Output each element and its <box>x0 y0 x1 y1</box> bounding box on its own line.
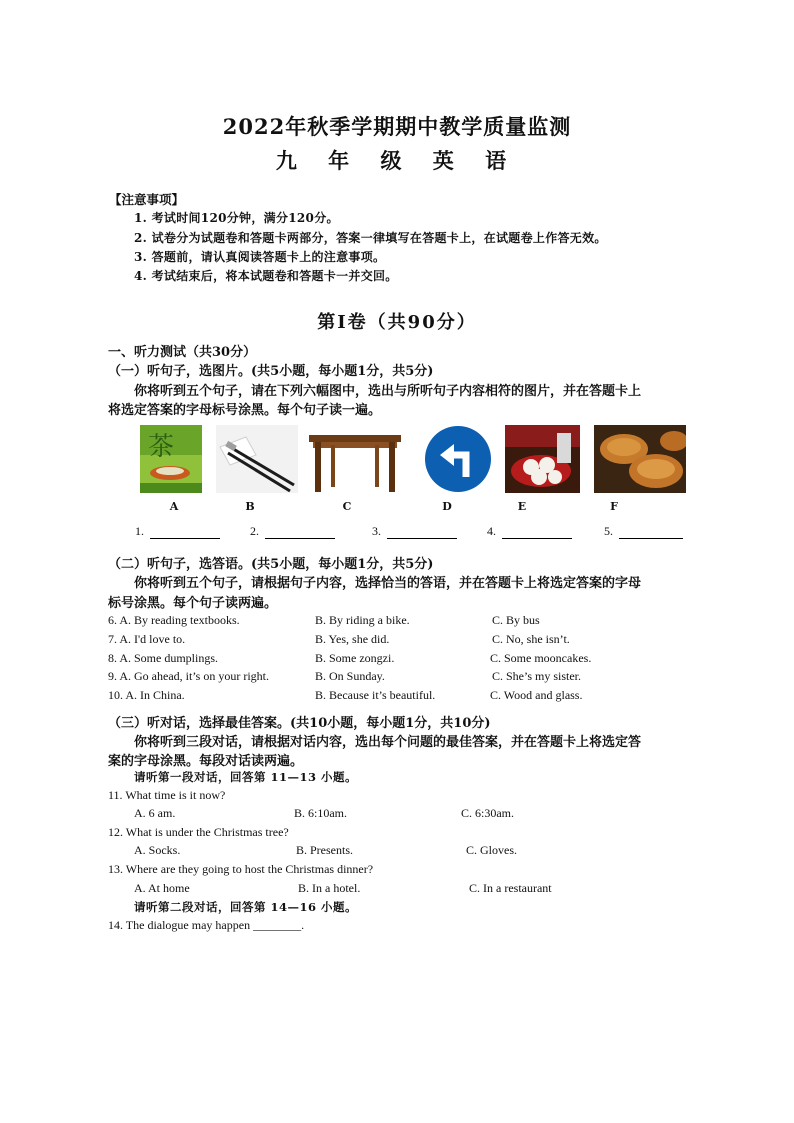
picture-label: E <box>517 500 527 513</box>
option-b: B. Because it’s beautiful. <box>315 688 436 702</box>
notice-item: 3. 答题前，请认真阅读答题卡上的注意事项。 <box>134 250 386 264</box>
chopsticks-picture <box>216 425 298 493</box>
answer-blank[interactable] <box>604 524 683 539</box>
option-a: A. 6 am. <box>134 806 176 820</box>
option-b: B. Presents. <box>296 843 353 857</box>
option-b: B. In a hotel. <box>298 881 361 895</box>
notice-heading: 【注意事项】 <box>109 192 185 207</box>
option-a: 10. A. In China. <box>108 688 185 702</box>
svg-text:茶: 茶 <box>148 432 175 462</box>
option-c: C. Some mooncakes. <box>490 651 592 665</box>
option-b: B. Some zongzi. <box>315 651 395 665</box>
part2-instruction: 标号涂黑。每个句子读两遍。 <box>108 596 278 611</box>
blank-line <box>265 526 335 539</box>
option-c: C. 6:30am. <box>461 806 514 820</box>
tangyuan-picture <box>505 425 580 493</box>
blank-number: 4. <box>487 524 496 538</box>
blank-line <box>502 526 572 539</box>
option-a: 6. A. By reading textbooks. <box>108 613 240 627</box>
exam-title: 2022年秋季学期期中教学质量监测 <box>222 114 572 139</box>
section-heading: 一、听力测试（共30分） <box>108 345 257 360</box>
turn-left-sign-picture <box>418 425 498 493</box>
exam-subtitle: 九 年 级 英 语 <box>275 148 519 173</box>
picture-label: B <box>245 500 255 513</box>
notice-item: 4. 考试结束后，将本试题卷和答题卡一并交回。 <box>134 269 398 283</box>
dialogue-note: 请听第一段对话，回答第 11—13 小题。 <box>134 770 358 784</box>
picture-label: C <box>342 500 352 513</box>
picture-label: F <box>610 500 618 513</box>
option-b: B. On Sunday. <box>315 669 385 683</box>
question-stem: 14. The dialogue may happen ________. <box>108 918 305 932</box>
option-b: B. Yes, she did. <box>315 632 390 646</box>
blank-number: 3. <box>372 524 381 538</box>
part1-instruction: 将选定答案的字母标号涂黑。每个句子读一遍。 <box>108 403 382 418</box>
answer-blank[interactable] <box>487 524 572 539</box>
question-stem: 12. What is under the Christmas tree? <box>108 825 289 839</box>
part1-instruction: 你将听到五个句子，请在下列六幅图中，选出与所听句子内容相符的图片，并在答题卡上 <box>134 384 642 399</box>
option-a: A. At home <box>134 881 190 895</box>
blank-line <box>150 526 220 539</box>
option-c: C. Wood and glass. <box>490 688 583 702</box>
option-c: C. No, she isn’t. <box>492 632 570 646</box>
option-b: B. 6:10am. <box>294 806 347 820</box>
question-stem: 13. Where are they going to host the Christmas dinner? <box>108 862 374 876</box>
blank-line <box>619 526 683 539</box>
blank-number: 5. <box>604 524 613 538</box>
part1-heading: （一）听句子，选图片。(共5小题，每小题1分，共5分) <box>108 364 434 379</box>
part2-instruction: 你将听到五个句子，请根据句子内容，选择恰当的答语，并在答题卡上将选定答案的字母 <box>134 576 642 591</box>
part3-instruction: 案的字母涂黑。每段对话读两遍。 <box>108 754 304 769</box>
answer-blank[interactable] <box>135 524 220 539</box>
option-a: 7. A. I'd love to. <box>108 632 186 646</box>
picture-label: A <box>169 500 179 513</box>
blank-number: 2. <box>250 524 259 538</box>
option-a: 9. A. Go ahead, it’s on your right. <box>108 669 269 683</box>
part2-heading: （二）听句子，选答语。(共5小题，每小题1分，共5分) <box>108 557 434 572</box>
answer-blank[interactable] <box>250 524 335 539</box>
dialogue-note: 请听第二段对话，回答第 14—16 小题。 <box>134 900 358 914</box>
tea-picture <box>140 425 202 493</box>
option-a: A. Socks. <box>134 843 181 857</box>
mooncake-picture <box>594 425 686 493</box>
part3-instruction: 你将听到三段对话，请根据对话内容，选出每个问题的最佳答案，并在答题卡上将选定答 <box>134 735 642 750</box>
question-stem: 11. What time is it now? <box>108 788 226 802</box>
table-picture <box>305 425 405 493</box>
part3-heading: （三）听对话，选择最佳答案。(共10小题，每小题1分，共10分) <box>108 716 491 731</box>
option-c: C. By bus <box>492 613 540 627</box>
option-c: C. She’s my sister. <box>492 669 582 683</box>
option-b: B. By riding a bike. <box>315 613 410 627</box>
part-title: 第Ⅰ卷（共90分） <box>317 312 477 333</box>
notice-item: 1. 考试时间120分钟，满分120分。 <box>134 211 339 225</box>
option-c: C. Gloves. <box>466 843 517 857</box>
blank-number: 1. <box>135 524 144 538</box>
blank-line <box>387 526 457 539</box>
option-c: C. In a restaurant <box>469 881 552 895</box>
notice-item: 2. 试卷分为试题卷和答题卡两部分，答案一律填写在答题卡上，在试题卷上作答无效。 <box>134 231 607 245</box>
option-a: 8. A. Some dumplings. <box>108 651 219 665</box>
picture-label: D <box>442 500 452 513</box>
answer-blank[interactable] <box>372 524 457 539</box>
